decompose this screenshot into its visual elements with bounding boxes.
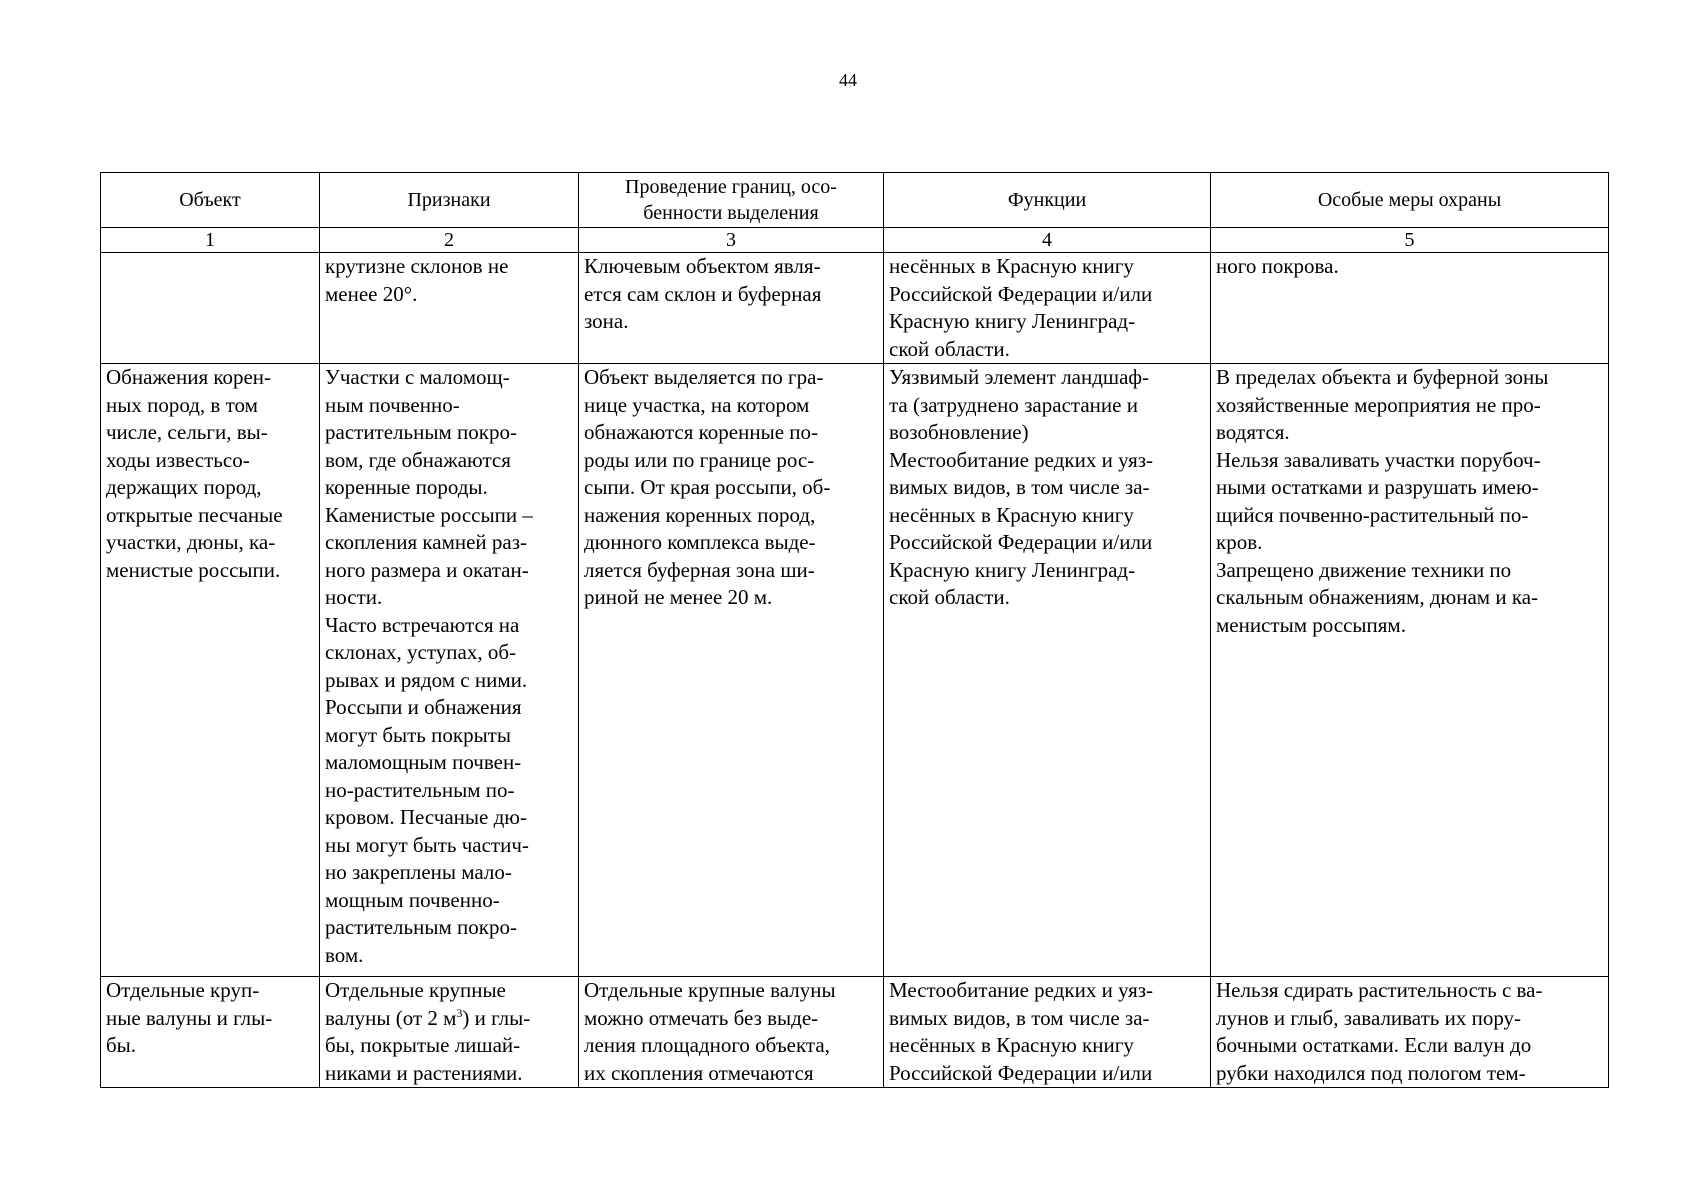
text-line: растительным покро- [325,915,517,939]
text-line: хозяйственные мероприятия не про- [1216,392,1541,417]
header-measures: Особые меры охраны [1211,173,1609,228]
text-line: но закреплены мало- [325,860,512,884]
header-row [101,173,1609,228]
text-line [325,1005,573,1033]
text-line: рывах и рядом с ними. [325,667,528,692]
column-number: 5 [1211,228,1609,253]
text-line: Отдельные круп- [106,978,260,1002]
text-line: никами и растениями. [325,1060,523,1085]
column-number-row [101,228,1609,253]
text-line: вимых видов, в том числе за- [889,475,1150,499]
text-line: та (затруднено зарастание и [889,392,1138,417]
text-line: Российской Федерации и/или [889,1060,1153,1085]
text-line: бенности выделения [643,202,819,224]
cell-functions [884,977,1211,1088]
text-line: Объект выделяется по гра- [584,365,824,389]
cell-features [320,253,579,364]
table-row [101,977,1609,1088]
text-line: менистым россыпям. [1216,612,1406,637]
text-line: ного размера и окатан- [325,557,529,582]
text-line: ской области. [889,336,1010,361]
text-line: Часто встречаются на [325,612,520,637]
text-line: обнажаются коренные по- [584,420,818,444]
cell-object [101,977,320,1088]
text-line: ления площадного объекта, [584,1033,830,1057]
text-line: возобновление) [889,420,1029,444]
cell-boundaries [579,364,884,977]
text-line: кровом. Песчаные дю- [325,805,527,829]
text-line: Российской Федерации и/или [889,530,1153,554]
text-line: держащих пород, [106,475,262,499]
text-line: риной не менее 20 м. [584,585,773,609]
text-line: роды или по границе рос- [584,447,815,472]
protection-table [100,172,1609,1088]
text-line: Россыпи и обнажения [325,695,522,719]
text-line: щийся почвенно-растительный по- [1216,502,1529,527]
text-line: вимых видов, в том числе за- [889,1005,1150,1030]
text-line: скопления камней раз- [325,530,528,554]
text-line: Красную книгу Ленинград- [889,557,1136,582]
text-line: Ключевым объектом явля- [584,254,821,278]
cell-functions [884,253,1211,364]
text-line: кров. [1216,530,1263,554]
text-line: Местообитание редких и уяз- [889,978,1154,1002]
cell-object [101,364,320,977]
table-row [101,253,1609,364]
text-line: бочными остатками. Если валун до [1216,1033,1532,1057]
header-features: Признаки [320,173,579,228]
cell-functions [884,364,1211,977]
text-line: менистые россыпи. [106,557,281,582]
header-boundaries [579,173,884,228]
text-line: Российской Федерации и/или [889,281,1153,306]
text-line: дюнного комплекса выде- [584,530,816,554]
text-line: ходы известьсо- [106,447,250,472]
text-line: Нельзя заваливать участки порубоч- [1216,447,1541,472]
cell-object [101,253,320,364]
text-line: несённых в Красную книгу [889,502,1134,527]
text-line: водятся. [1216,420,1290,444]
text-line: склонах, уступах, об- [325,640,517,664]
text-line: рубки находился под пологом тем- [1216,1060,1526,1085]
text-line: зона. [584,309,629,333]
text-line: мощным почвенно- [325,887,500,912]
text-line: скальным обнажениям, дюнам и ка- [1216,585,1539,609]
cell-measures [1211,977,1609,1088]
text-line: их скопления отмечаются [584,1060,814,1085]
cell-measures [1211,364,1609,977]
cell-features [320,364,579,977]
column-number: 4 [884,228,1211,253]
text-line: ны могут быть частич- [325,832,529,857]
text-line: числе, сельги, вы- [106,420,268,444]
text-line: участки, дюны, ка- [106,530,276,554]
text-line: ской области. [889,585,1010,609]
cell-measures [1211,253,1609,364]
text-line: Обнажения корен- [106,365,272,389]
text-line: В пределах объекта и буферной зоны [1216,365,1549,389]
text-fragment: валуны (от 2 м [325,1005,457,1030]
text-line: нажения коренных пород, [584,502,816,527]
text-line: открытые песчаные [106,502,283,527]
text-line: маломощным почвен- [325,750,522,774]
text-line: ности. [325,585,383,609]
text-line: несённых в Красную книгу [889,1033,1134,1057]
text-line: Каменистые россыпи – [325,502,533,527]
text-line: Участки с маломощ- [325,365,510,389]
text-line: ного покрова. [1216,254,1339,278]
superscript: 3 [456,1005,463,1020]
text-line: ными остатками и разрушать имею- [1216,475,1539,499]
table-row [101,364,1609,977]
text-line: можно отмечать без выде- [584,1005,819,1030]
text-line: бы, покрытые лишай- [325,1033,521,1057]
text-line: могут быть покрыты [325,722,511,747]
text-line: Нельзя сдирать растительность с ва- [1216,978,1543,1002]
text-line: Уязвимый элемент ландшаф- [889,365,1150,389]
column-number: 3 [579,228,884,253]
text-line: несённых в Красную книгу [889,254,1134,278]
text-line: коренные породы. [325,475,488,499]
text-fragment: ) и глы- [462,1005,531,1030]
text-line: крутизне склонов не [325,254,509,278]
text-line: ные валуны и глы- [106,1005,273,1030]
column-number: 2 [320,228,579,253]
cell-features [320,977,579,1088]
text-line: Запрещено движение техники по [1216,557,1512,582]
text-line: Местообитание редких и уяз- [889,447,1154,472]
text-line: ляется буферная зона ши- [584,557,815,582]
text-line: растительным покро- [325,420,517,444]
text-line: бы. [106,1033,137,1057]
text-line: менее 20°. [325,281,418,306]
header-functions: Функции [884,173,1211,228]
cell-boundaries [579,977,884,1088]
text-line: Отдельные крупные валуны [584,978,836,1002]
text-line: ных пород, в том [106,392,258,417]
text-line: нице участка, на котором [584,392,810,417]
page-number: 44 [839,70,857,90]
column-number: 1 [101,228,320,253]
cell-boundaries [579,253,884,364]
text-line: вом. [325,942,364,967]
text-line: вом, где обнажаются [325,447,511,472]
text-line: но-растительным по- [325,777,515,802]
text-line: Красную книгу Ленинград- [889,309,1136,333]
text-line: сыпи. От края россыпи, об- [584,475,831,499]
text-line: лунов и глыб, заваливать их пору- [1216,1005,1522,1030]
text-line: ным почвенно- [325,392,460,417]
text-line: Проведение границ, осо- [625,176,837,198]
header-object: Объект [101,173,320,228]
text-line: ется сам склон и буферная [584,281,822,306]
text-line: Отдельные крупные [325,978,506,1002]
